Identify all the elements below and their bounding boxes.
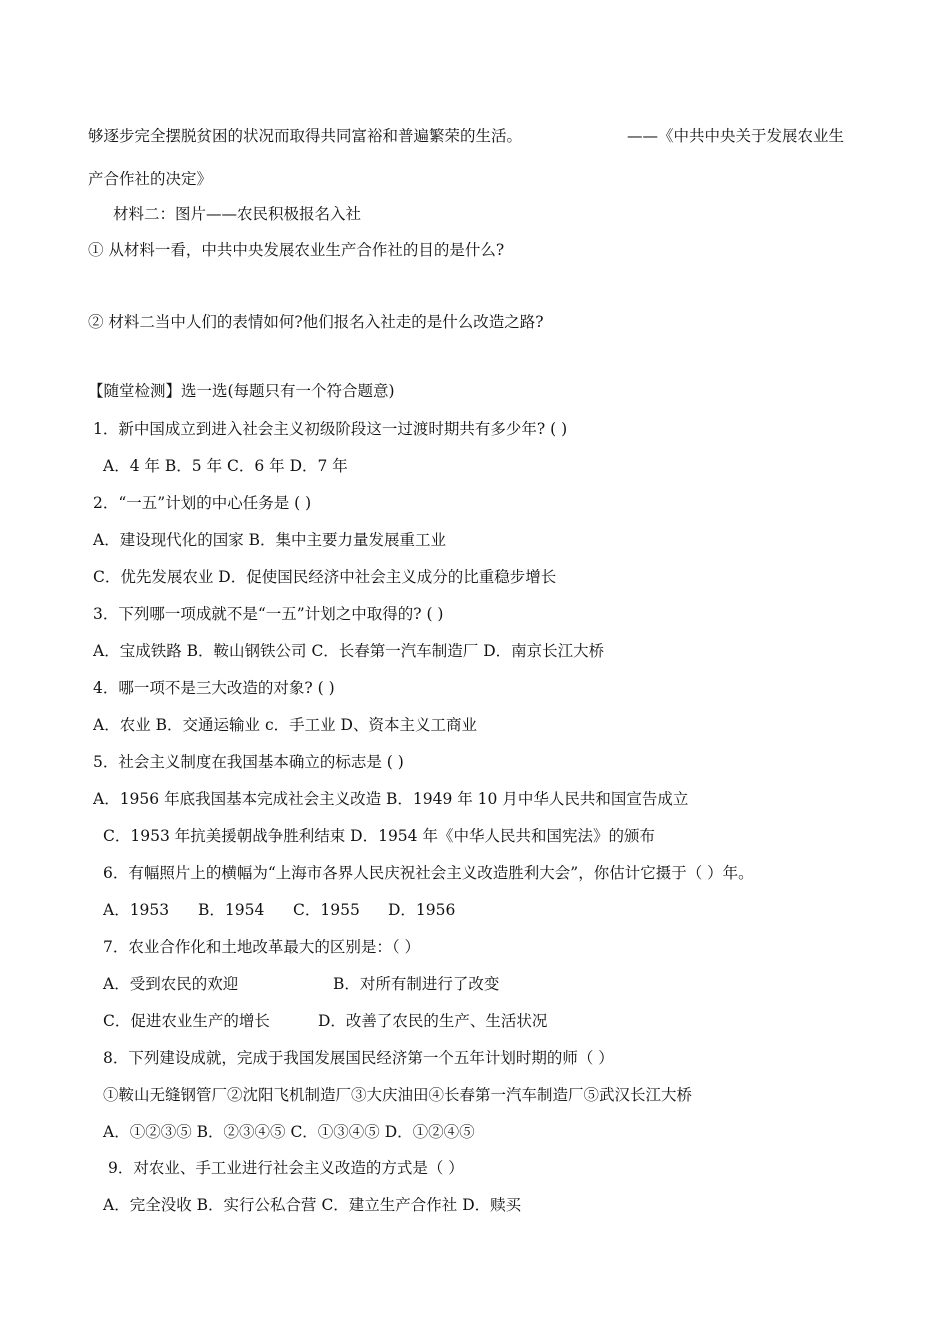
question-material-1: ① 从材料一看，中共中央发展农业生产合作社的目的是什么? (88, 241, 505, 259)
quiz-option-7c: C．促进农业生产的增长 (103, 1012, 270, 1030)
material-one-text: 够逐步完全摆脱贫困的状况而取得共同富裕和普遍繁荣的生活。 (88, 127, 523, 145)
quiz-question-7: 7．农业合作化和土地改革最大的区别是：（ ） (103, 938, 421, 956)
quiz-options-3: A．宝成铁路 B．鞍山钢铁公司 C．长春第一汽车制造厂 D．南京长江大桥 (93, 642, 605, 660)
quiz-option-7d: D．改善了农民的生产、生活状况 (318, 1012, 548, 1030)
quiz-question-4: 4．哪一项不是三大改造的对象? ( ) (93, 679, 335, 697)
quiz-options-5b: C．1953 年抗美援朝战争胜利结束 D．1954 年《中华人民共和国宪法》的颁布 (103, 827, 655, 845)
quiz-question-9: 9．对农业、手工业进行社会主义改造的方式是（ ） (108, 1159, 464, 1177)
quiz-options-1: A．4 年 B．5 年 C．6 年 D．7 年 (103, 457, 348, 475)
quiz-option-7b: B．对所有制进行了改变 (333, 975, 500, 993)
material-one-source: ——《中共中央关于发展农业生 (627, 127, 845, 145)
quiz-question-1: 1．新中国成立到进入社会主义初级阶段这一过渡时期共有多少年? ( ) (93, 420, 568, 438)
material-one-source-continued: 产合作社的决定》 (88, 170, 213, 188)
quiz-option-6d: D．1956 (388, 901, 456, 919)
quiz-options-2b: C．优先发展农业 D．促使国民经济中社会主义成分的比重稳步增长 (93, 568, 557, 586)
quiz-question-3: 3．下列哪一项成就不是“一五”计划之中取得的? ( ) (93, 605, 444, 623)
quiz-options-2a: A．建设现代化的国家 B．集中主要力量发展重工业 (93, 531, 447, 549)
section-heading: 【随堂检测】选一选(每题只有一个符合题意) (88, 382, 395, 400)
quiz-option-6a: A．1953 (103, 901, 170, 919)
quiz-items-8: ①鞍山无缝钢管厂②沈阳飞机制造厂③大庆油田④长春第一汽车制造厂⑤武汉长江大桥 (103, 1086, 693, 1104)
quiz-options-5a: A．1956 年底我国基本完成社会主义改造 B．1949 年 10 月中华人民共和国宣告成立 (93, 790, 689, 808)
quiz-option-7a: A．受到农民的欢迎 (103, 975, 239, 993)
question-material-2: ② 材料二当中人们的表情如何?他们报名入社走的是什么改造之路? (88, 313, 544, 331)
quiz-option-6b: B．1954 (198, 901, 265, 919)
quiz-options-8: A．①②③⑤ B．②③④⑤ C．①③④⑤ D．①②④⑤ (103, 1123, 475, 1141)
quiz-options-9: A．完全没收 B．实行公私合营 C．建立生产合作社 D．赎买 (103, 1196, 522, 1214)
quiz-question-8: 8．下列建设成就，完成于我国发展国民经济第一个五年计划时期的师（ ） (103, 1049, 614, 1067)
quiz-option-6c: C．1955 (293, 901, 360, 919)
material-two-caption: 材料二：图片——农民积极报名入社 (113, 205, 362, 223)
quiz-question-5: 5．社会主义制度在我国基本确立的标志是 ( ) (93, 753, 404, 771)
quiz-question-6: 6．有幅照片上的横幅为“上海市各界人民庆祝社会主义改造胜利大会”，你估计它摄于（ ）年。 (103, 864, 754, 882)
quiz-options-4: A．农业 B．交通运输业 c．手工业 D、资本主义工商业 (93, 716, 477, 734)
quiz-question-2: 2．“一五”计划的中心任务是 ( ) (93, 494, 312, 512)
